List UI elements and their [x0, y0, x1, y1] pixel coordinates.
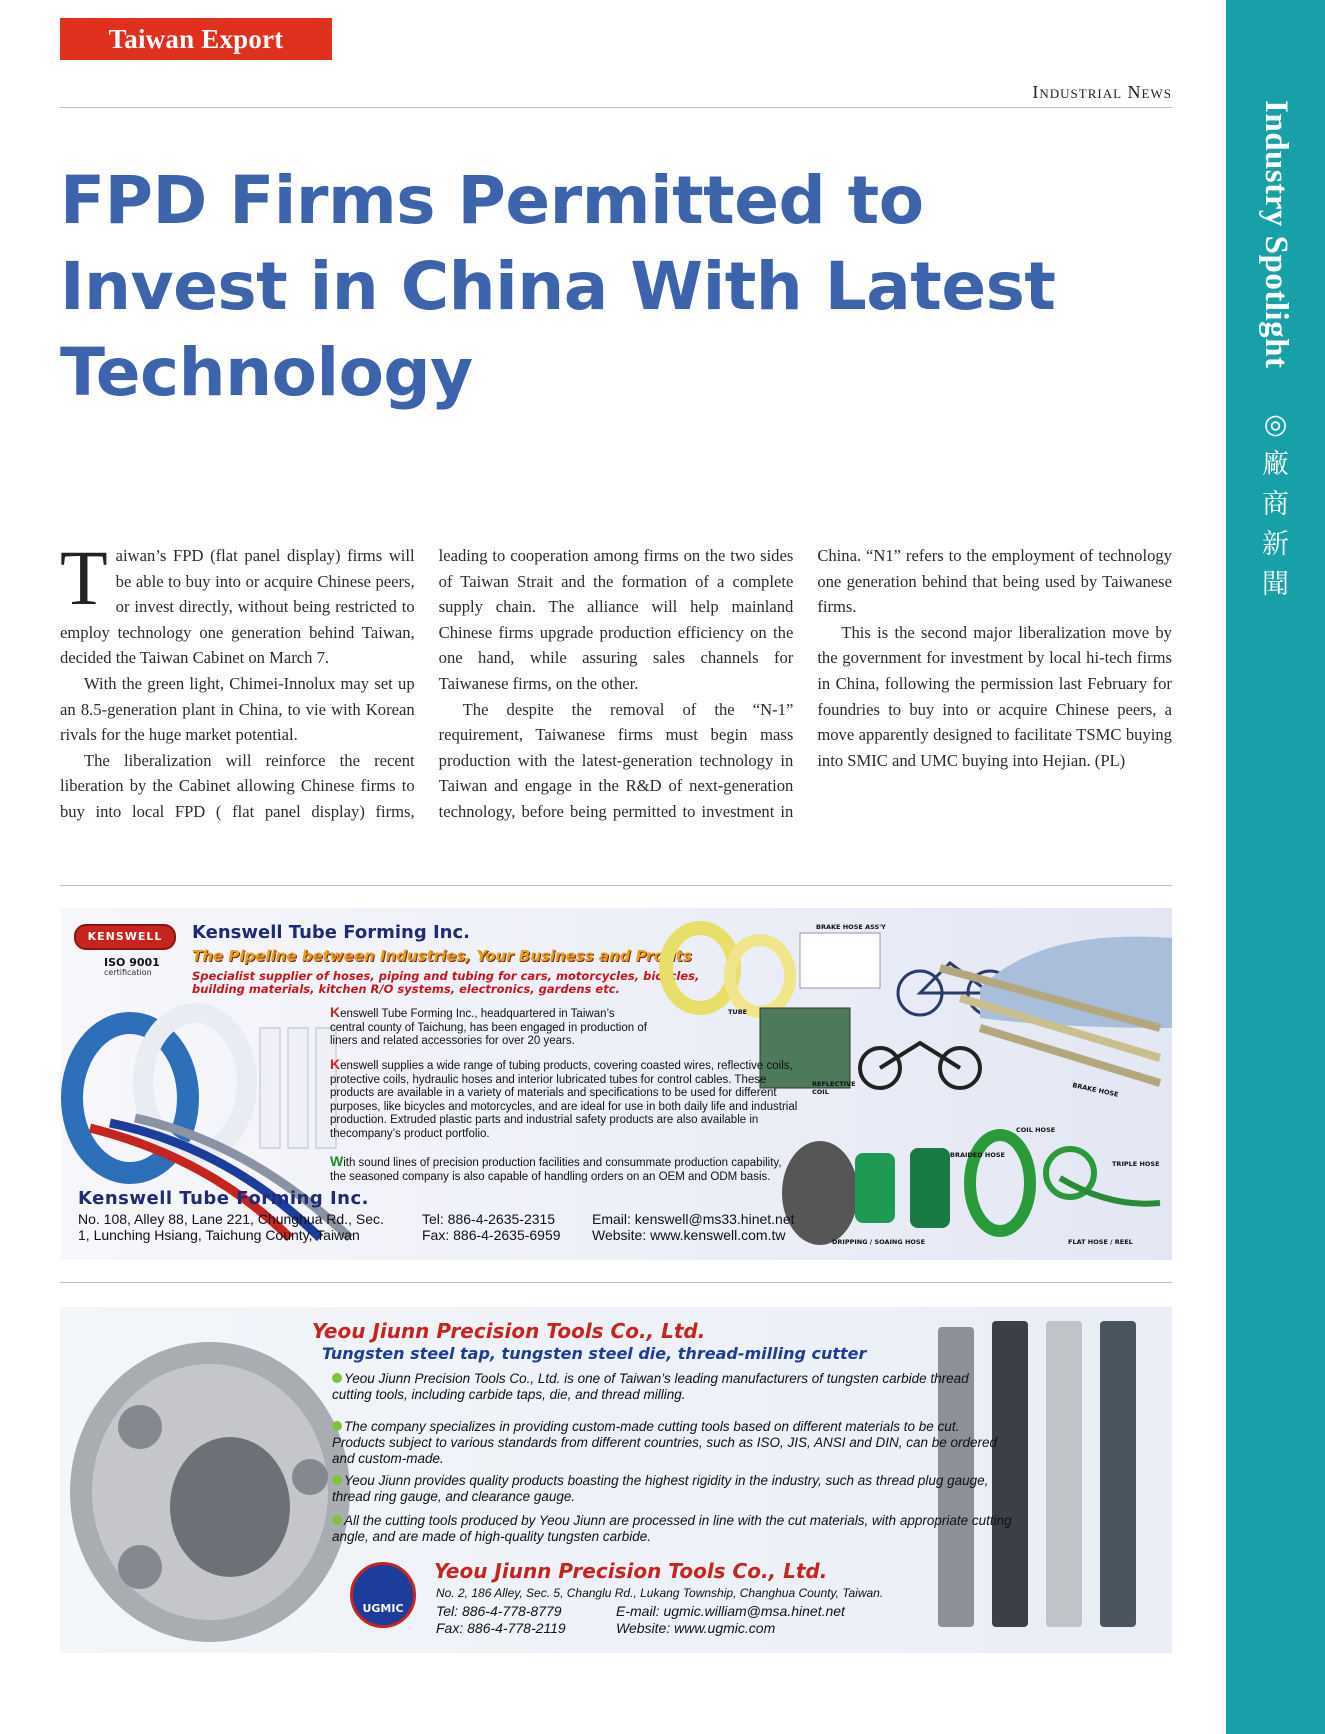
kenswell-paragraph-3: With sound lines of precision production facilities and consummate production capability, the seasoned company is also capable of handling orders on an OEM and ODM basis. [330, 1153, 782, 1183]
yeou-jiunn-footer-name: Yeou Jiunn Precision Tools Co., Ltd. [434, 1559, 828, 1583]
side-chinese-char: 聞 [1262, 569, 1289, 600]
article-body [60, 534, 1172, 853]
label-braided-hose: BRAIDED HOSE [950, 1151, 1005, 1159]
kenswell-website[interactable]: Website: www.kenswell.com.tw [592, 1227, 786, 1243]
side-chinese-char: 商 [1262, 489, 1289, 520]
ugmic-logo: UGMIC [350, 1562, 416, 1628]
kenswell-paragraph-2: Kenswell supplies a wide range of tubing products, covering coasted wires, reflective coils, protective coils, hydraulic hoses and interior lubricated tubes for control cables. These products are available in a variety of materials and specifications to be used for different purposes, like bicycles and motorcycles, and are ideal for use in both daily life and industrial production. Extruded plastic parts and industrial safety products are also available in thecompany’s product portfolio. [330, 1056, 798, 1140]
kenswell-phones [422, 1211, 561, 1243]
label-flat-hose: FLAT HOSE / REEL [1068, 1238, 1133, 1246]
label-tube: TUBE [728, 1008, 748, 1016]
kenswell-address: No. 108, Alley 88, Lane 221, Chunghua Rd., Sec. 1, Lunching Hsiang, Taichung County, Taiwan [78, 1211, 384, 1243]
article-paragraph: The despite the removal of the “N-1” requirement, Taiwanese firms must begin mass production with the latest-generation technology in Taiwan and engage in the R&D of next-generation technology, before being permitted to investment in China. “N1” refers to the employment of technology one generation behind that being used by Taiwanese firms. [438, 546, 1172, 821]
masthead-title: Taiwan Export Express [108, 24, 284, 96]
side-chinese-char: ◎ [1263, 409, 1288, 440]
article-paragraph: The liberalization will reinforce the recent liberation by the Cabinet allowing Chinese firms to buy into local FPD ( flat panel display) firms, leading to cooperation among firms on the two sides of Taiwan Strait and the formation of a complete supply chain. The alliance will help mainland Chinese firms upgrade production efficiency on the one hand, while assuring sales channels for Taiwanese firms, on the other. [60, 546, 794, 821]
side-chinese-label [1226, 405, 1325, 605]
label-coil-hose: COIL HOSE [1016, 1126, 1056, 1134]
kenswell-advertisement [60, 908, 1172, 1260]
side-title: Industry Spotlight [1258, 100, 1294, 369]
bullet-icon [332, 1515, 342, 1525]
side-chinese-char: 新 [1262, 529, 1289, 560]
article-paragraph: With the green light, Chimei-Innolux may set up an 8.5-generation plant in China, to vie with Korean rivals for the huge market potential. [60, 673, 415, 745]
motorcycle-illustration [860, 1043, 980, 1088]
yeou-jiunn-tagline: Tungsten steel tap, tungsten steel die, thread-milling cutter [322, 1344, 867, 1363]
article-paragraph: This is the second major liberalization move by the government for investment by local hi-tech firms in China, following the permission last February for foundries to buy into or acquire Chinese peers, a move apparently designed to facilitate TSMC buying into SMIC and UMC buying into Hejian. (PL) [817, 622, 1172, 770]
yeou-jiunn-fax: Fax: 886-4-778-2119 [436, 1620, 566, 1636]
ro-filter-illustration [260, 1028, 336, 1148]
bullet-icon [332, 1475, 342, 1485]
yeou-jiunn-paragraph-4: All the cutting tools produced by Yeou Jiunn are processed in line with the cut materials, with appropriate cutting angle, and are made of high-quality tungsten carbide. [332, 1513, 1012, 1544]
article-paragraph: Taiwan’s FPD (flat panel display) firms will be able to buy into or acquire Chinese peers, or invest directly, without being restricted to employ technology one generation behind Taiwan, decided the Taiwan Cabinet on March 7. [60, 534, 415, 668]
kenswell-contacts [592, 1211, 795, 1243]
yeou-jiunn-tel: Tel: 886-4-778-8779 [436, 1603, 562, 1619]
article-headline: FPD Firms Permitted to Invest in China With Latest Technology [60, 162, 1056, 411]
ad-divider-rule [60, 1282, 1172, 1283]
yeou-jiunn-company-name: Yeou Jiunn Precision Tools Co., Ltd. [312, 1319, 706, 1343]
yeou-jiunn-phones [436, 1603, 566, 1637]
side-chinese-char: 廠 [1262, 449, 1289, 480]
article-rule [60, 885, 1172, 886]
iso-caption: certification [104, 968, 152, 977]
yeou-jiunn-email[interactable]: E-mail: ugmic.william@msa.hinet.net [616, 1603, 845, 1619]
yeou-jiunn-paragraph-2: The company specializes in providing custom-made cutting tools based on different materials to be cut. Products subject to various standards from different countries, such as ISO, JIS, ANSI and DIN, can be ordered and custom-made. [332, 1419, 998, 1466]
yeou-jiunn-advertisement [60, 1307, 1172, 1653]
kenswell-company-name: Kenswell Tube Forming Inc. [192, 922, 471, 943]
drop-cap: T [60, 534, 108, 621]
kenswell-footer-name: Kenswell Tube Forming Inc. [78, 1188, 370, 1209]
kenswell-specialist-line: Specialist supplier of hoses, piping and tubing for cars, motorcycles, bicycles, building materials, kitchen R/O systems, electronics, gardens etc. [192, 969, 700, 996]
yellow-tube-coil [666, 928, 790, 1012]
masthead-banner [60, 18, 332, 96]
kenswell-paragraph-1: Kenswell Tube Forming Inc., headquartered in Taiwan’s central county of Taichung, has been engaged in production of liners and related accessories for over 20 years. [330, 1004, 647, 1047]
label-triple-hose: TRIPLE HOSE [1112, 1160, 1160, 1168]
yeou-jiunn-paragraph-1: Yeou Jiunn Precision Tools Co., Ltd. is one of Taiwan’s leading manufacturers of tungsten carbide thread cutting tools, including carbide taps, die, and thread milling. [332, 1371, 969, 1402]
kenswell-tagline: The Pipeline between Industries, Your Business and Profits [192, 947, 692, 965]
label-reflective-coil: REFLECTIVE COIL [812, 1080, 856, 1096]
yeou-jiunn-address: No. 2, 186 Alley, Sec. 5, Changlu Rd., Lukang Township, Changhua County, Taiwan. [436, 1586, 884, 1600]
yeou-jiunn-contacts [616, 1603, 845, 1637]
label-brake-hose: BRAKE HOSE [1071, 1081, 1120, 1099]
thread-die-illustration [70, 1342, 350, 1642]
kenswell-tel: Tel: 886-4-2635-2315 [422, 1211, 556, 1227]
bullet-icon [332, 1421, 342, 1431]
kenswell-fax: Fax: 886-4-2635-6959 [422, 1227, 561, 1243]
kenswell-logo: KENSWELL [74, 924, 176, 950]
bullet-icon [332, 1373, 342, 1383]
header-rule [60, 107, 1172, 108]
section-label: Industrial News [1032, 82, 1172, 102]
label-dripping-hose: DRIPPING / SOAING HOSE [832, 1238, 926, 1246]
label-brake-hose-assy: BRAKE HOSE ASS'Y [816, 923, 886, 931]
iso-badge: ISO 9001 [104, 956, 160, 969]
yeou-jiunn-website[interactable]: Website: www.ugmic.com [616, 1620, 776, 1636]
kenswell-email[interactable]: Email: kenswell@ms33.hinet.net [592, 1211, 795, 1227]
brake-hose-assy-photo [800, 933, 880, 988]
yeou-jiunn-paragraph-3: Yeou Jiunn provides quality products boasting the highest rigidity in the industry, such as thread plug gauge, thread ring gauge, and clearance gauge. [332, 1473, 989, 1504]
